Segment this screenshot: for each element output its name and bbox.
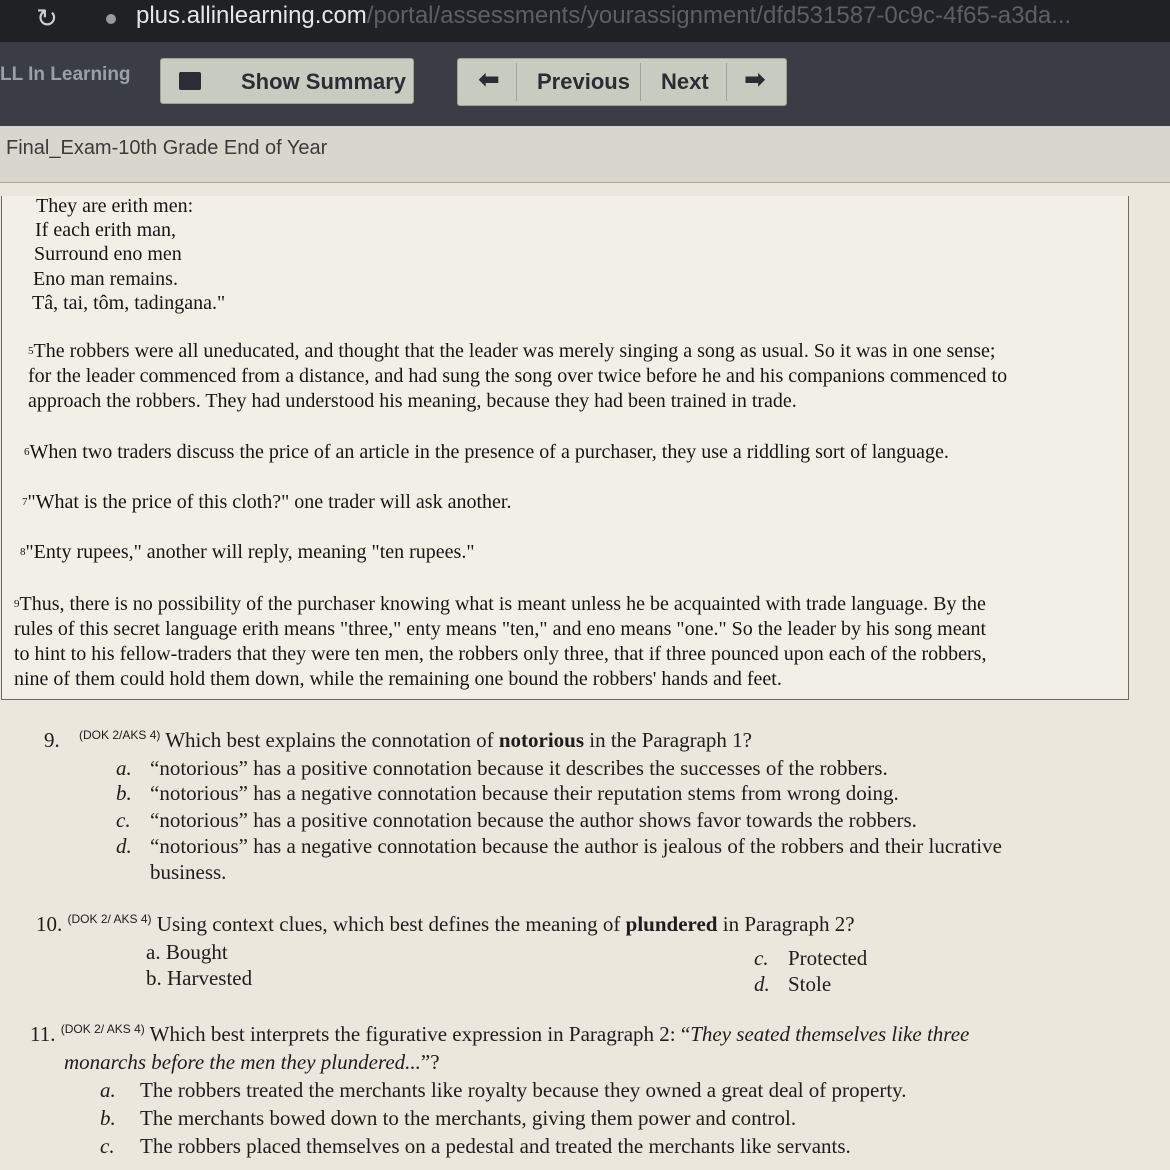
- question-9-option-c[interactable]: [116, 808, 917, 833]
- option-letter: d.: [754, 972, 770, 996]
- paragraph-number: 5: [28, 345, 34, 357]
- url-host: plus.allinlearning.com: [136, 2, 367, 29]
- app-toolbar: [0, 42, 1170, 126]
- next-button[interactable]: Next: [661, 69, 709, 94]
- option-text: The merchants bowed down to the merchants, giving them power and control.: [140, 1106, 797, 1130]
- url-field[interactable]: [136, 2, 1071, 30]
- paragraph-number: 9: [14, 598, 20, 610]
- paragraph-line: Thus, there is no possibility of the purchaser knowing what is meant unless he be acquainted with trade language. By the: [19, 593, 986, 615]
- dok-tag: (DOK 2/ AKS 4): [67, 912, 152, 926]
- option-letter: b.: [100, 1106, 116, 1130]
- question-text: Which best explains the connotation of: [165, 728, 494, 752]
- option-text: “notorious” has a positive connotation because the author shows favor towards the robbers.: [150, 808, 917, 832]
- question-10-stem: [36, 912, 855, 937]
- show-summary-button[interactable]: [160, 58, 414, 104]
- option-text: Bought: [165, 940, 228, 964]
- paragraph-6: [24, 440, 949, 465]
- option-letter: b.: [146, 966, 162, 990]
- question-text: ”?: [420, 1050, 440, 1074]
- question-nav: [457, 58, 787, 106]
- question-10-option-d[interactable]: [754, 972, 831, 997]
- question-9-stem: [44, 728, 752, 753]
- question-11-option-a[interactable]: [100, 1078, 907, 1103]
- summary-icon: [179, 72, 201, 90]
- option-text: The robbers treated the merchants like royalty because they owned a great deal of property.: [140, 1078, 907, 1102]
- paragraph-line: "What is the price of this cloth?" one trader will ask another.: [27, 491, 512, 513]
- question-number: 11.: [30, 1022, 56, 1046]
- paragraph-9: [14, 592, 986, 692]
- question-11-stem: [30, 1022, 969, 1047]
- question-10-option-b[interactable]: [146, 966, 252, 991]
- question-9-option-b[interactable]: [116, 781, 899, 806]
- paragraph-line: nine of them could hold them down, while the remaining one bound the robbers' hands and feet.: [14, 668, 782, 690]
- brand-logo: LL In Learning: [0, 64, 131, 85]
- question-number: 9.: [44, 728, 60, 752]
- poem-line: Tâ, tai, tôm, tadingana.": [32, 292, 226, 314]
- dok-tag: (DOK 2/ AKS 4): [60, 1022, 145, 1036]
- poem-line: They are erith men:: [36, 195, 194, 217]
- option-text: The robbers placed themselves on a pedestal and treated the merchants like servants.: [140, 1134, 851, 1158]
- paragraph-line: to hint to his fellow-traders that they were ten men, the robbers only three, that if three pounced upon each of the robbers,: [14, 643, 987, 665]
- option-text: Protected: [788, 946, 868, 970]
- show-summary-label: Show Summary: [241, 69, 407, 94]
- previous-button[interactable]: Previous: [537, 69, 630, 94]
- poem-line: Surround eno men: [34, 243, 182, 265]
- exam-header: [0, 126, 1170, 183]
- option-letter: a.: [116, 756, 132, 780]
- option-letter: a.: [100, 1078, 116, 1102]
- question-11-stem-continued: [64, 1050, 440, 1075]
- url-path: /portal/assessments/yourassignment/dfd531587-0c9c-4f65-a3da...: [366, 2, 1072, 29]
- option-letter: c.: [754, 946, 769, 970]
- paragraph-line: rules of this secret language erith means "three," enty means "ten," and eno means "one." So the leader by his song meant: [14, 618, 987, 640]
- nav-divider: [726, 63, 727, 101]
- paragraph-number: 8: [20, 546, 26, 558]
- question-text: in Paragraph 2?: [722, 912, 855, 936]
- reading-passage[interactable]: [1, 196, 1129, 700]
- option-letter: c.: [116, 808, 131, 832]
- option-letter: a.: [146, 940, 161, 964]
- arrow-right-icon[interactable]: ➡: [744, 65, 766, 95]
- figurative-quote: monarchs before the men they plundered...: [64, 1050, 421, 1074]
- question-number: 10.: [36, 912, 63, 936]
- question-text: in the Paragraph 1?: [589, 728, 752, 752]
- dok-tag: (DOK 2/AKS 4): [79, 728, 161, 742]
- question-9-option-d[interactable]: [116, 834, 1002, 859]
- option-text: “notorious” has a positive connotation because it describes the successes of the robbers.: [150, 756, 888, 780]
- paragraph-number: 6: [24, 446, 30, 458]
- question-text: Using context clues, which best defines the meaning of: [156, 912, 621, 936]
- browser-address-bar: [0, 0, 1170, 42]
- option-text: “notorious” has a negative connotation because the author is jealous of the robbers and their lucrative: [150, 834, 1002, 858]
- nav-divider: [516, 63, 517, 101]
- paragraph-8: [20, 540, 475, 565]
- paragraph-7: [22, 490, 511, 515]
- paragraph-number: 7: [22, 496, 28, 508]
- site-info-icon[interactable]: [106, 14, 116, 24]
- option-text: “notorious” has a negative connotation because their reputation stems from wrong doing.: [150, 781, 899, 805]
- figurative-quote: They seated themselves like three: [690, 1022, 970, 1046]
- paragraph-line: for the leader commenced from a distance, and had sung the song over twice before he and his companions commenced to: [28, 365, 1008, 387]
- exam-title: Final_Exam-10th Grade End of Year: [6, 137, 328, 159]
- paragraph-5: [28, 339, 1007, 414]
- option-text: Harvested: [167, 966, 253, 990]
- question-text: Which best interprets the figurative expression in Paragraph 2: “: [149, 1022, 691, 1046]
- question-10-option-a[interactable]: [146, 940, 228, 965]
- paragraph-line: When two traders discuss the price of an article in the presence of a purchaser, they use a riddling sort of language.: [29, 441, 949, 463]
- question-10-option-c[interactable]: [754, 946, 867, 971]
- paragraph-line: The robbers were all uneducated, and thought that the leader was merely singing a song as usual. So it was in one sense;: [33, 340, 996, 362]
- reload-icon[interactable]: ↻: [36, 4, 58, 34]
- question-11-option-b[interactable]: [100, 1106, 796, 1131]
- poem-line: Eno man remains.: [33, 268, 178, 290]
- question-9-option-a[interactable]: [116, 756, 888, 781]
- poem-line: If each erith man,: [35, 219, 177, 241]
- paragraph-line: approach the robbers. They had understood his meaning, because they had been trained in trade.: [28, 390, 797, 412]
- option-letter: c.: [100, 1134, 115, 1158]
- question-keyword: plundered: [625, 912, 718, 936]
- question-11-option-c[interactable]: [100, 1134, 851, 1159]
- paragraph-line: "Enty rupees," another will reply, meaning "ten rupees.": [25, 541, 475, 563]
- option-text: Stole: [788, 972, 832, 996]
- option-letter: d.: [116, 834, 132, 858]
- question-keyword: notorious: [498, 728, 585, 752]
- arrow-left-icon[interactable]: ⬅: [478, 65, 500, 95]
- question-9-option-d-continued: business.: [150, 860, 227, 884]
- option-letter: b.: [116, 781, 132, 805]
- nav-divider: [640, 63, 641, 101]
